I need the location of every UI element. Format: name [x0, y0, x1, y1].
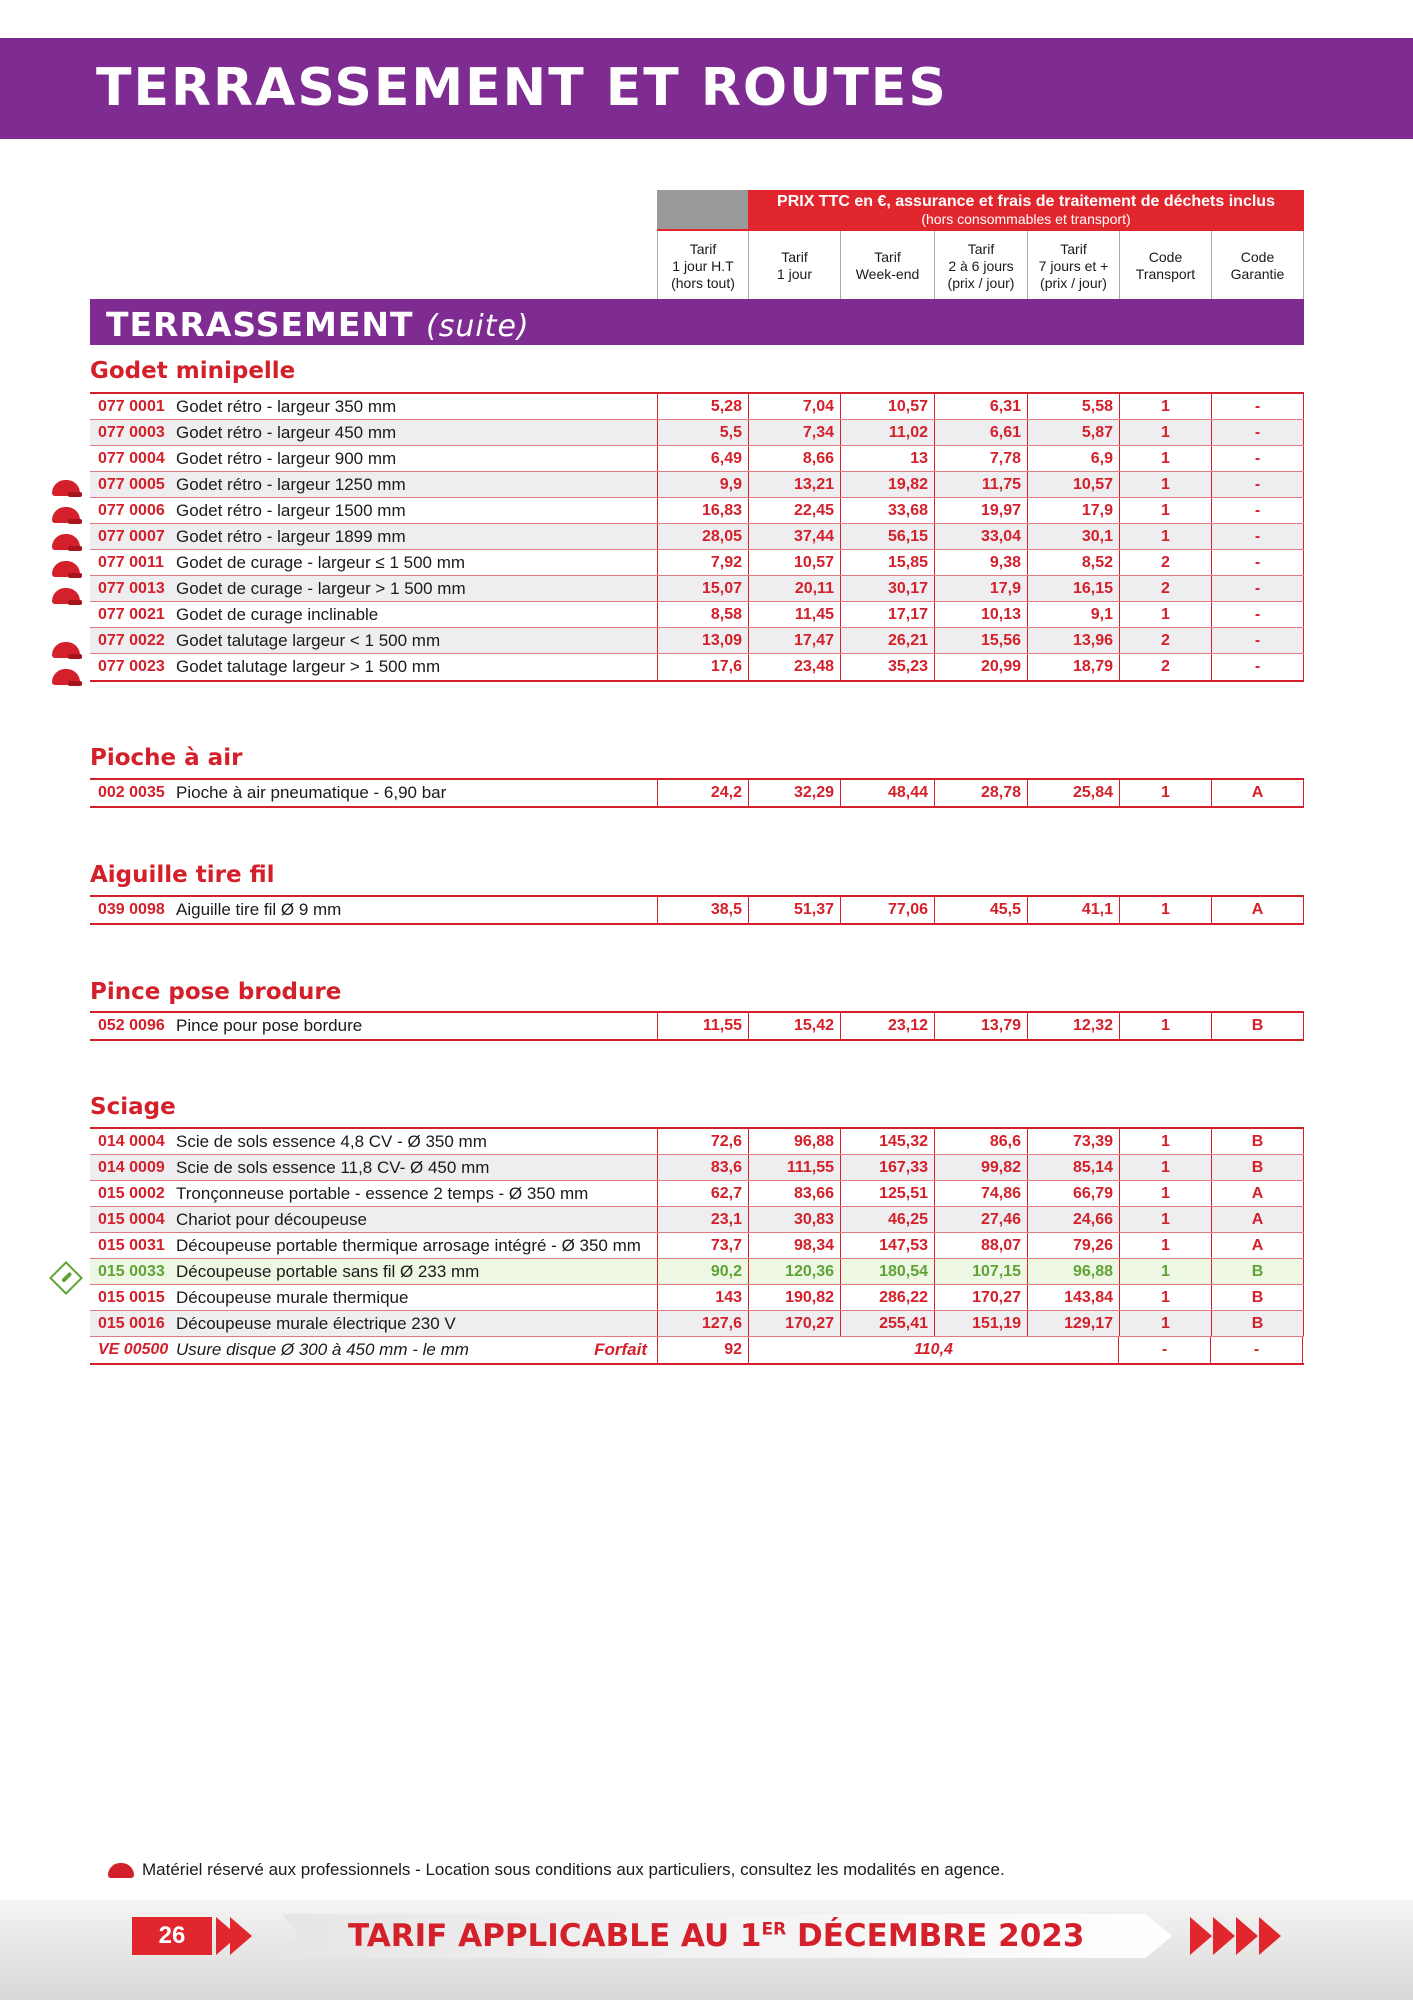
price-1-day-ht: 23,1: [657, 1207, 748, 1232]
price-2-6-days: 15,56: [934, 628, 1027, 653]
price-2-6-days: 74,86: [934, 1181, 1027, 1206]
item-reference: 077 0003: [98, 424, 165, 441]
price-2-6-days: 11,75: [934, 472, 1027, 497]
column-header: [1211, 231, 1304, 301]
price-ttc-merged: 110,4: [748, 1337, 1118, 1363]
price-7-days-plus: 25,84: [1027, 780, 1119, 806]
price-7-days-plus: 16,15: [1027, 576, 1119, 601]
price-weekend: 167,33: [840, 1155, 934, 1180]
item-description: Pince pour pose bordure: [176, 1016, 363, 1035]
transport-code: 1: [1119, 1233, 1211, 1258]
column-headers: [657, 229, 1304, 301]
price-1-day-ht: 28,05: [657, 524, 748, 549]
helmet-icon: [52, 507, 80, 523]
price-weekend: 19,82: [840, 472, 934, 497]
price-2-6-days: 19,97: [934, 498, 1027, 523]
item-description: Découpeuse portable thermique arrosage intégré - Ø 350 mm: [176, 1236, 641, 1255]
item-reference: 015 0004: [98, 1211, 165, 1228]
item-reference: 015 0016: [98, 1315, 165, 1332]
column-header-line: Tarif: [874, 249, 901, 265]
table-row: [90, 498, 1304, 524]
table-pince: [90, 1011, 1304, 1041]
price-header-line2: (hors consommables et transport): [921, 211, 1131, 227]
price-7-days-plus: 18,79: [1027, 654, 1119, 680]
table-row: [90, 1233, 1304, 1259]
guarantee-code: A: [1211, 780, 1304, 806]
transport-code: 2: [1119, 576, 1211, 601]
price-1-day: 20,11: [748, 576, 840, 601]
table-sciage: [90, 1127, 1304, 1365]
price-2-6-days: 151,19: [934, 1311, 1027, 1336]
price-weekend: 10,57: [840, 394, 934, 419]
price-7-days-plus: 8,52: [1027, 550, 1119, 575]
table-row: [90, 576, 1304, 602]
transport-code: 1: [1119, 446, 1211, 471]
item-description: Découpeuse murale thermique: [176, 1288, 409, 1307]
transport-code: 1: [1119, 524, 1211, 549]
table-aiguille: [90, 895, 1304, 925]
guarantee-code: -: [1211, 498, 1304, 523]
table-row: [90, 654, 1304, 680]
price-1-day: 96,88: [748, 1129, 840, 1154]
table-godet: [90, 392, 1304, 682]
item-reference: 077 0006: [98, 502, 165, 519]
item-reference: 015 0015: [98, 1289, 165, 1306]
price-1-day-ht: 5,5: [657, 420, 748, 445]
table-row: [90, 472, 1304, 498]
price-weekend: 286,22: [840, 1285, 934, 1310]
price-2-6-days: 28,78: [934, 780, 1027, 806]
chevron-right-icon: [230, 1917, 252, 1955]
category-pince-title: Pince pose brodure: [90, 979, 342, 1005]
transport-code: 1: [1119, 1311, 1211, 1336]
price-1-day-ht: 13,09: [657, 628, 748, 653]
price-1-day-ht: 6,49: [657, 446, 748, 471]
price-2-6-days: 33,04: [934, 524, 1027, 549]
item-description: Godet de curage inclinable: [176, 605, 379, 624]
table-row: [90, 1013, 1304, 1039]
item-reference: 015 0031: [98, 1237, 165, 1254]
item-description: Godet rétro - largeur 900 mm: [176, 449, 397, 468]
helmet-icon: [52, 669, 80, 685]
price-7-days-plus: 5,87: [1027, 420, 1119, 445]
price-2-6-days: 20,99: [934, 654, 1027, 680]
item-reference: 052 0096: [98, 1017, 165, 1034]
item-description: Godet rétro - largeur 450 mm: [176, 423, 397, 442]
price-weekend: 26,21: [840, 628, 934, 653]
price-1-day: 11,45: [748, 602, 840, 627]
item-description: Découpeuse murale électrique 230 V: [176, 1314, 456, 1333]
eco-leaf-icon: [49, 1261, 83, 1295]
price-1-day: 17,47: [748, 628, 840, 653]
price-2-6-days: 10,13: [934, 602, 1027, 627]
price-weekend: 15,85: [840, 550, 934, 575]
chevron-right-icon: [1259, 1917, 1281, 1955]
item-reference: 077 0004: [98, 450, 165, 467]
price-1-day-ht: 62,7: [657, 1181, 748, 1206]
price-7-days-plus: 66,79: [1027, 1181, 1119, 1206]
guarantee-code: -: [1211, 524, 1304, 549]
item-reference: 077 0011: [98, 554, 164, 571]
table-row: [90, 897, 1304, 923]
price-1-day: 170,27: [748, 1311, 840, 1336]
column-header-line: Code: [1240, 249, 1275, 265]
item-reference: 014 0009: [98, 1159, 165, 1176]
price-7-days-plus: 6,9: [1027, 446, 1119, 471]
price-7-days-plus: 85,14: [1027, 1155, 1119, 1180]
transport-code: 1: [1119, 1207, 1211, 1232]
price-2-6-days: 45,5: [934, 897, 1027, 923]
price-1-day: 10,57: [748, 550, 840, 575]
item-description: Chariot pour découpeuse: [176, 1210, 367, 1229]
helmet-icon: [108, 1863, 134, 1878]
price-2-6-days: 9,38: [934, 550, 1027, 575]
price-1-day: 83,66: [748, 1181, 840, 1206]
item-reference: 002 0035: [98, 784, 165, 801]
category-sciage-title: Sciage: [90, 1094, 176, 1120]
transport-code: 2: [1119, 628, 1211, 653]
guarantee-code: -: [1211, 628, 1304, 653]
price-7-days-plus: 13,96: [1027, 628, 1119, 653]
price-weekend: 56,15: [840, 524, 934, 549]
price-weekend: 77,06: [840, 897, 934, 923]
section-band: [90, 299, 1304, 345]
price-header-line1: PRIX TTC en €, assurance et frais de traitement de déchets inclus: [777, 193, 1275, 210]
price-weekend: 255,41: [840, 1311, 934, 1336]
price-2-6-days: 13,79: [934, 1013, 1027, 1039]
price-1-day: 15,42: [748, 1013, 840, 1039]
item-reference: 077 0013: [98, 580, 165, 597]
guarantee-code: -: [1211, 576, 1304, 601]
table-row: [90, 446, 1304, 472]
price-weekend: 35,23: [840, 654, 934, 680]
price-7-days-plus: 12,32: [1027, 1013, 1119, 1039]
item-description: Godet talutage largeur < 1 500 mm: [176, 631, 441, 650]
price-2-6-days: 7,78: [934, 446, 1027, 471]
price-2-6-days: 88,07: [934, 1233, 1027, 1258]
price-weekend: 180,54: [840, 1259, 934, 1284]
price-1-day-ht: 73,7: [657, 1233, 748, 1258]
item-description: Découpeuse portable sans fil Ø 233 mm: [176, 1262, 480, 1281]
transport-code: 1: [1119, 1013, 1211, 1039]
item-description: Godet rétro - largeur 1500 mm: [176, 501, 406, 520]
item-description: Godet talutage largeur > 1 500 mm: [176, 657, 441, 676]
transport-code: -: [1118, 1337, 1210, 1363]
price-1-day: 190,82: [748, 1285, 840, 1310]
table-row: [90, 780, 1304, 806]
table-row: [90, 524, 1304, 550]
guarantee-code: -: [1211, 394, 1304, 419]
price-7-days-plus: 5,58: [1027, 394, 1119, 419]
table-row: [90, 1155, 1304, 1181]
price-7-days-plus: 143,84: [1027, 1285, 1119, 1310]
price-1-day-ht: 9,9: [657, 472, 748, 497]
guarantee-code: B: [1211, 1013, 1304, 1039]
footnote: Matériel réservé aux professionnels - Location sous conditions aux particuliers, consultez les modalités en agence.: [142, 1860, 1005, 1879]
transport-code: 1: [1119, 420, 1211, 445]
price-1-day-ht: 38,5: [657, 897, 748, 923]
item-description: Pioche à air pneumatique - 6,90 bar: [176, 783, 447, 802]
helmet-icon: [52, 561, 80, 577]
column-header: [657, 231, 748, 301]
price-1-day-ht: 8,58: [657, 602, 748, 627]
guarantee-code: -: [1211, 602, 1304, 627]
price-1-day-ht: 5,28: [657, 394, 748, 419]
price-2-6-days: 17,9: [934, 576, 1027, 601]
column-header: [934, 231, 1027, 301]
table-row: [90, 1259, 1304, 1285]
price-weekend: 17,17: [840, 602, 934, 627]
price-2-6-days: 107,15: [934, 1259, 1027, 1284]
price-1-day: 8,66: [748, 446, 840, 471]
price-2-6-days: 170,27: [934, 1285, 1027, 1310]
helmet-icon: [52, 480, 80, 496]
price-7-days-plus: 9,1: [1027, 602, 1119, 627]
price-1-day: 51,37: [748, 897, 840, 923]
table-row: [90, 1285, 1304, 1311]
price-weekend: 125,51: [840, 1181, 934, 1206]
price-7-days-plus: 10,57: [1027, 472, 1119, 497]
column-header-line: (hors tout): [671, 274, 735, 291]
price-weekend: 48,44: [840, 780, 934, 806]
transport-code: 1: [1119, 780, 1211, 806]
item-reference: 015 0033: [98, 1263, 165, 1280]
item-reference: 077 0001: [98, 398, 165, 415]
price-1-day: 120,36: [748, 1259, 840, 1284]
guarantee-code: -: [1211, 550, 1304, 575]
category-godet-title: Godet minipelle: [90, 358, 296, 384]
page-title: TERRASSEMENT ET ROUTES: [96, 58, 948, 118]
item-description: Scie de sols essence 4,8 CV - Ø 350 mm: [176, 1132, 487, 1151]
transport-code: 1: [1119, 1129, 1211, 1154]
price-2-6-days: 27,46: [934, 1207, 1027, 1232]
guarantee-code: A: [1211, 897, 1304, 923]
transport-code: 1: [1119, 498, 1211, 523]
price-weekend: 46,25: [840, 1207, 934, 1232]
price-7-days-plus: 17,9: [1027, 498, 1119, 523]
price-1-day-ht: 72,6: [657, 1129, 748, 1154]
guarantee-code: B: [1211, 1259, 1304, 1284]
transport-code: 2: [1119, 550, 1211, 575]
item-description: Godet rétro - largeur 350 mm: [176, 397, 397, 416]
price-2-6-days: 6,31: [934, 394, 1027, 419]
item-description: Aiguille tire fil Ø 9 mm: [176, 900, 342, 919]
guarantee-code: B: [1211, 1285, 1304, 1310]
column-header-line: 2 à 6 jours: [948, 257, 1014, 274]
transport-code: 1: [1119, 472, 1211, 497]
price-1-day: 7,34: [748, 420, 840, 445]
column-header-line: (prix / jour): [947, 274, 1015, 291]
column-header-line: 1 jour: [776, 266, 813, 282]
item-reference: 077 0023: [98, 658, 165, 675]
price-1-day: 37,44: [748, 524, 840, 549]
price-1-day-ht: 16,83: [657, 498, 748, 523]
helmet-icon: [52, 534, 80, 550]
guarantee-code: B: [1211, 1155, 1304, 1180]
price-1-day-ht: 143: [657, 1285, 748, 1310]
item-description: Godet rétro - largeur 1250 mm: [176, 475, 406, 494]
item-description: Godet de curage - largeur > 1 500 mm: [176, 579, 466, 598]
guarantee-code: A: [1211, 1181, 1304, 1206]
price-1-day-ht: 7,92: [657, 550, 748, 575]
column-header-line: 1 jour H.T: [672, 257, 734, 274]
column-header: [840, 231, 934, 301]
section-title: TERRASSEMENT: [106, 305, 414, 344]
price-header-gray-cell: [657, 190, 748, 229]
price-1-day: 30,83: [748, 1207, 840, 1232]
price-7-days-plus: 73,39: [1027, 1129, 1119, 1154]
item-description: Godet de curage - largeur ≤ 1 500 mm: [176, 553, 466, 572]
transport-code: 2: [1119, 654, 1211, 680]
price-1-day-ht: 92: [657, 1337, 748, 1363]
column-header-line: 7 jours et +: [1038, 257, 1109, 274]
price-1-day-ht: 15,07: [657, 576, 748, 601]
table-pioche: [90, 778, 1304, 808]
price-weekend: 11,02: [840, 420, 934, 445]
price-1-day: 98,34: [748, 1233, 840, 1258]
price-1-day-ht: 11,55: [657, 1013, 748, 1039]
column-header-line: Tarif: [967, 240, 995, 257]
price-1-day-ht: 90,2: [657, 1259, 748, 1284]
price-7-days-plus: 129,17: [1027, 1311, 1119, 1336]
column-header-line: Code: [1148, 249, 1183, 265]
item-reference: 015 0002: [98, 1185, 165, 1202]
item-reference: 039 0098: [98, 901, 165, 918]
page-number: 26: [132, 1917, 212, 1955]
transport-code: 1: [1119, 897, 1211, 923]
table-row: [90, 1207, 1304, 1233]
item-description: Tronçonneuse portable - essence 2 temps - Ø 350 mm: [176, 1184, 589, 1203]
transport-code: 1: [1119, 1181, 1211, 1206]
column-header-line: Week-end: [855, 266, 920, 282]
item-reference: VE 00500: [98, 1341, 169, 1358]
tarif-date: TARIF APPLICABLE AU 1ER DÉCEMBRE 2023: [348, 1918, 1085, 1954]
section-subtitle: (suite): [426, 309, 530, 344]
price-weekend: 147,53: [840, 1233, 934, 1258]
price-1-day: 111,55: [748, 1155, 840, 1180]
price-weekend: 33,68: [840, 498, 934, 523]
item-reference: 077 0005: [98, 476, 165, 493]
chevron-right-icon: [1190, 1917, 1212, 1955]
item-reference: 077 0022: [98, 632, 165, 649]
column-header-line: Tarif: [781, 249, 808, 265]
table-row: [90, 420, 1304, 446]
item-reference: 014 0004: [98, 1133, 165, 1150]
transport-code: 1: [1119, 1155, 1211, 1180]
price-7-days-plus: 41,1: [1027, 897, 1119, 923]
chevron-right-icon: [1236, 1917, 1258, 1955]
column-header: [1119, 231, 1211, 301]
forfait-label: Forfait: [594, 1340, 647, 1359]
column-header-line: Transport: [1135, 266, 1196, 282]
category-pioche-title: Pioche à air: [90, 745, 243, 771]
price-2-6-days: 6,61: [934, 420, 1027, 445]
item-reference: 077 0007: [98, 528, 165, 545]
column-header-line: Garantie: [1230, 266, 1285, 282]
price-weekend: 30,17: [840, 576, 934, 601]
guarantee-code: -: [1211, 420, 1304, 445]
item-description: Scie de sols essence 11,8 CV- Ø 450 mm: [176, 1158, 490, 1177]
price-weekend: 145,32: [840, 1129, 934, 1154]
price-2-6-days: 99,82: [934, 1155, 1027, 1180]
item-description-text: Usure disque Ø 300 à 450 mm - le mm: [176, 1340, 469, 1359]
guarantee-code: -: [1211, 654, 1304, 680]
guarantee-code: B: [1211, 1311, 1304, 1336]
item-description: Godet rétro - largeur 1899 mm: [176, 527, 406, 546]
price-1-day-ht: 24,2: [657, 780, 748, 806]
price-header: [748, 190, 1304, 229]
price-1-day: 7,04: [748, 394, 840, 419]
table-row: [90, 1311, 1304, 1337]
column-header: [1027, 231, 1119, 301]
item-description: [170, 1337, 657, 1363]
column-header-line: Tarif: [1060, 240, 1087, 257]
transport-code: 1: [1119, 1285, 1211, 1310]
price-7-days-plus: 96,88: [1027, 1259, 1119, 1284]
column-header-line: Tarif: [689, 240, 717, 257]
price-7-days-plus: 30,1: [1027, 524, 1119, 549]
item-reference: 077 0021: [98, 606, 165, 623]
helmet-icon: [52, 588, 80, 604]
price-7-days-plus: 79,26: [1027, 1233, 1119, 1258]
price-1-day: 32,29: [748, 780, 840, 806]
table-row: [90, 1181, 1304, 1207]
guarantee-code: A: [1211, 1207, 1304, 1232]
table-row: [90, 628, 1304, 654]
table-row: [90, 550, 1304, 576]
table-row: [90, 602, 1304, 628]
column-header: [748, 231, 840, 301]
transport-code: 1: [1119, 1259, 1211, 1284]
helmet-icon: [52, 642, 80, 658]
guarantee-code: -: [1210, 1337, 1303, 1363]
price-weekend: 13: [840, 446, 934, 471]
price-1-day-ht: 127,6: [657, 1311, 748, 1336]
price-1-day-ht: 83,6: [657, 1155, 748, 1180]
guarantee-code: B: [1211, 1129, 1304, 1154]
guarantee-code: -: [1211, 472, 1304, 497]
price-7-days-plus: 24,66: [1027, 1207, 1119, 1232]
category-aiguille-title: Aiguille tire fil: [90, 862, 275, 888]
price-1-day-ht: 17,6: [657, 654, 748, 680]
table-row: [90, 1337, 1304, 1363]
table-row: [90, 394, 1304, 420]
chevron-right-icon: [1213, 1917, 1235, 1955]
price-1-day: 23,48: [748, 654, 840, 680]
price-2-6-days: 86,6: [934, 1129, 1027, 1154]
price-1-day: 22,45: [748, 498, 840, 523]
price-weekend: 23,12: [840, 1013, 934, 1039]
transport-code: 1: [1119, 394, 1211, 419]
column-header-line: (prix / jour): [1040, 274, 1107, 291]
transport-code: 1: [1119, 602, 1211, 627]
table-row: [90, 1129, 1304, 1155]
guarantee-code: -: [1211, 446, 1304, 471]
price-1-day: 13,21: [748, 472, 840, 497]
guarantee-code: A: [1211, 1233, 1304, 1258]
